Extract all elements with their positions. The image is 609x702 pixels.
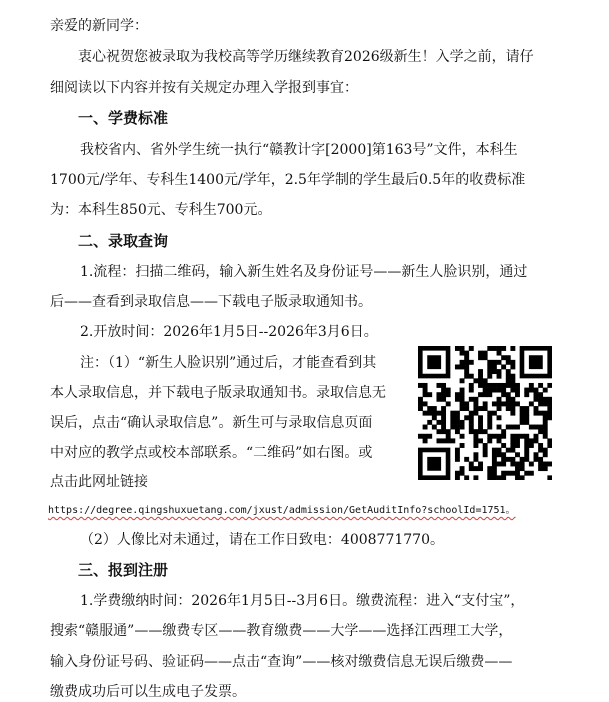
process-line: 后——查看到录取信息——下载电子版录取通知书。 <box>50 294 372 310</box>
note-line: 点击此网址链接 <box>50 474 148 490</box>
fees-line: 1700元/学年、专科生1400元/学年，2.5年学制的学生最后0.5年的收费标准 <box>50 172 526 188</box>
admission-url-link[interactable]: https://degree.qingshuxuetang.com/jxust/admission/GetAuditInfo?schoolId=1751。 <box>48 505 516 516</box>
fees-line: 我校省内、省外学生统一执行“赣教计字[2000]第163号”文件，本科生 <box>80 142 518 158</box>
intro-line: 衷心祝贺您被录取为我校高等学历继续教育2026级新生！入学之前，请仔 <box>78 49 534 65</box>
registration-line: 搜索“赣服通”——缴费专区——教育缴费——大学——选择江西理工大学， <box>50 623 513 639</box>
note-line: 注：（1）“新生人脸识别”通过后，才能查看到其 <box>80 355 377 371</box>
registration-line: 1.学费缴纳时间：2026年1月5日--3月6日。缴费流程：进入“支付宝”， <box>80 593 525 609</box>
section-heading-fees: 一、学费标准 <box>78 109 169 127</box>
registration-line: 缴费成功后可以生成电子发票。 <box>50 684 246 700</box>
note-line: 误后，点击“确认录取信息”。新生可与录取信息页面 <box>50 415 373 431</box>
registration-line: 输入身份证号码、验证码——点击“查询”——核对缴费信息无误后缴费—— <box>50 654 513 670</box>
fees-line: 为：本科生850元、专科生700元。 <box>50 202 272 218</box>
section-heading-admission-query: 二、录取查询 <box>78 232 169 250</box>
greeting: 亲爱的新同学： <box>50 18 148 34</box>
note-line: 中对应的教学点或校本部联系。“二维码”如右图。或 <box>50 445 373 461</box>
section-heading-registration: 三、报到注册 <box>78 561 169 579</box>
open-time-line: 2.开放时间：2026年1月5日--2026年3月6日。 <box>80 324 378 340</box>
intro-line: 细阅读以下内容并按有关规定办理入学报到事宜： <box>50 80 358 96</box>
process-line: 1.流程：扫描二维码，输入新生姓名及身份证号——新生人脸识别，通过 <box>80 264 528 280</box>
note-line: 本人录取信息，并下载电子版录取通知书。录取信息无 <box>50 385 386 401</box>
qr-code-icon[interactable] <box>418 346 552 480</box>
note-face-match: （2）人像比对未通过，请在工作日致电：4008771770。 <box>80 532 444 548</box>
